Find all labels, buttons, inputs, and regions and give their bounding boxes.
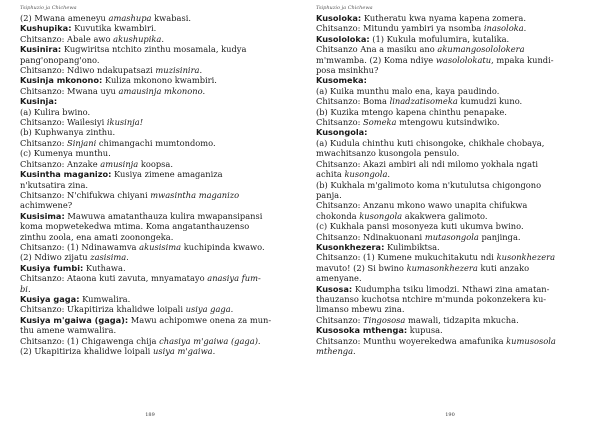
text-line [316, 117, 586, 127]
text-line [316, 263, 586, 273]
headword: Kusintha maganizo: [20, 169, 112, 180]
definition-text: kumudzi kuno. [457, 96, 523, 107]
definition-text: Chitsanzo: [20, 137, 68, 148]
text-line [316, 75, 586, 85]
headword: Kusinira: [20, 44, 62, 55]
example-word: akusisima [139, 241, 182, 252]
text-line [20, 180, 288, 190]
headword: Kushupika: [20, 23, 72, 34]
example-word: chasiya m'gaiwa (gaga). [159, 335, 261, 346]
definition-text: thu amene wamwalira. [20, 325, 117, 336]
dictionary-text [20, 13, 288, 356]
text-line [316, 44, 586, 54]
definition-text: Chitsanzo: Anzake [20, 158, 101, 169]
headword: Kusongola: [316, 127, 368, 138]
text-line [20, 96, 288, 106]
definition-text: Chitsanzo: [316, 117, 364, 128]
text-line [316, 273, 586, 283]
text-line [316, 107, 586, 117]
definition-text: Mawu achipomwe onena za mun- [128, 314, 272, 325]
text-line [20, 138, 288, 148]
example-word: mutasongola [424, 231, 479, 242]
text-line [316, 96, 586, 106]
definition-text: limanso mbewu zina. [316, 304, 405, 315]
definition-text: (b) Kukhala m'galimoto koma n'kutulutsa chigongono [316, 179, 542, 190]
definition-text: thauzanso kuchotsa ntchire m'munda pokonzekera ku- [316, 293, 547, 304]
definition-text: achita [316, 169, 345, 180]
headword: Kusoloka: [316, 13, 362, 23]
definition-text: (c) Kumenya munthu. [20, 148, 111, 159]
example-word: bi. [20, 283, 31, 294]
example-word: akushupika. [113, 33, 165, 44]
text-line [316, 221, 586, 231]
example-word: kusongola [359, 210, 403, 221]
headword: Kusiya m'gaiwa (gaga): [20, 314, 129, 325]
text-line [316, 325, 586, 335]
text-line [20, 221, 288, 231]
definition-text: m'mwamba. (2) Koma ndiye [316, 54, 436, 65]
example-word: amashupa [108, 13, 152, 23]
headword: Kusinja mkonono: [20, 75, 103, 86]
text-line [316, 86, 586, 96]
definition-text: Chitsanzo: Ndiwo ndakupatsazi [20, 65, 156, 76]
definition-text: Chitsanzo: Wailesiyi [20, 117, 107, 128]
example-word: ikusinja! [106, 117, 144, 128]
text-line [20, 346, 288, 356]
running-head: Tsiphuzio ja Chichewa [316, 5, 373, 11]
definition-text: (2) Mwana ameneyu [20, 13, 109, 23]
definition-text: kwabasi. [151, 13, 192, 23]
definition-text: Kutheratu kwa nyama kapena zomera. [361, 13, 526, 23]
definition-text: Kugwiritsa ntchito zinthu mosamala, kudya [61, 44, 247, 55]
text-line [316, 211, 586, 221]
definition-text: Chitsanzo: Ndinakuonani [316, 231, 425, 242]
text-line [20, 169, 288, 179]
text-line [316, 159, 586, 169]
definition-text: mtengowu kutsindwiko. [396, 117, 500, 128]
definition-text: (2) Ndiwo zijatu [20, 252, 91, 263]
definition-text: (1) Kukula mofulumira, kutalika. [369, 33, 510, 44]
text-line [20, 263, 288, 273]
text-line [20, 44, 288, 54]
headword: Kusosoka mthenga: [316, 325, 408, 336]
definition-text: mpaka kundi- [493, 54, 554, 65]
definition-text: zinthu zoola, ena amati zoonongeka. [20, 231, 174, 242]
page-number: 189 [145, 412, 155, 418]
definition-text: Kumwalira. [79, 293, 131, 304]
text-line [316, 284, 586, 294]
definition-text: Chitsanzo: Anzanu mkono wawo unapita chifukwa [316, 200, 528, 211]
page-number: 190 [445, 412, 455, 418]
example-word: kumasonkhezera [406, 262, 478, 273]
text-line [20, 55, 288, 65]
text-line [316, 294, 586, 304]
headword: Kusomeka: [316, 75, 367, 86]
text-line [316, 127, 586, 137]
headword: Kusiya gaga: [20, 293, 80, 304]
text-line [20, 127, 288, 137]
definition-text: Kuvutika kwambiri. [71, 23, 157, 34]
example-word: kumusosola [506, 335, 556, 346]
text-line [20, 86, 288, 96]
definition-text: panjinga. [478, 231, 521, 242]
definition-text: Chitsanzo: (1) Kumene mukuchitakutu ndi [316, 252, 497, 263]
definition-text: pang'onopang'ono. [20, 54, 100, 65]
definition-text: (a) Kulira bwino. [20, 106, 91, 117]
definition-text: achimwene? [20, 200, 73, 211]
headword: Kusisima: [20, 210, 65, 221]
example-word: muzisinira. [155, 65, 203, 76]
definition-text: kupusa. [407, 325, 443, 336]
definition-text: Kudumpha tsiku limodzi. Nthawi zina amatan- [352, 283, 550, 294]
definition-text: kuti anzako [477, 262, 530, 273]
example-word: Sinjani [67, 137, 97, 148]
text-line [20, 23, 288, 33]
text-line [316, 13, 586, 23]
headword: Kusinja: [20, 96, 58, 107]
definition-text: Chitsanzo: N'chifukwa chiyani [20, 189, 151, 200]
definition-text: mavuto! (2) Si bwino [316, 262, 407, 273]
headword: Kusololoka: [316, 33, 370, 44]
definition-text: (a) Kuika munthu malo ena, kaya paudindo. [316, 85, 500, 96]
example-word: linadzatisomeka [389, 96, 458, 107]
example-word: kusongola. [344, 169, 391, 180]
text-line [20, 304, 288, 314]
text-line [20, 148, 288, 158]
text-line [20, 159, 288, 169]
definition-text: panja. [316, 189, 342, 200]
definition-text: chokonda [316, 210, 360, 221]
text-line [20, 232, 288, 242]
definition-text: mwachitsanzo kusongola pensulo. [316, 148, 460, 159]
text-line [20, 211, 288, 221]
text-line [316, 65, 586, 75]
text-line [316, 336, 586, 346]
definition-text: (2) Ukapitiriza khalidwe loipali [20, 346, 153, 356]
definition-text: mawali, tidzapita mkucha. [405, 314, 519, 325]
example-word: Tingososa [363, 314, 406, 325]
example-word: mwasintha maganizo [150, 189, 240, 200]
definition-text: amenyane. [316, 273, 362, 284]
example-word: amusinja [100, 158, 139, 169]
definition-text: Chitsanzo: (1) Ndinawamva [20, 241, 140, 252]
definition-text: Chitsanzo: [316, 314, 364, 325]
text-line [316, 200, 586, 210]
example-word: usiya m'gaiwa. [152, 346, 216, 356]
definition-text: Chitsanzo: Boma [316, 96, 390, 107]
definition-text: chimangachi mumtondomo. [96, 137, 216, 148]
text-line [20, 34, 288, 44]
text-line [316, 169, 586, 179]
text-line [20, 336, 288, 346]
definition-text: Chitsanzo: Mitundu yambiri ya nsomba [316, 23, 484, 34]
definition-text: Chitsanzo: Akazi ambiri ali ndi milomo yokhala ngati [316, 158, 539, 169]
definition-text: Mawuwa amatanthauza kulira mwapansipansi [64, 210, 263, 221]
definition-text: (b) Kuphwanya zinthu. [20, 127, 116, 138]
text-line [20, 190, 288, 200]
text-line [20, 242, 288, 252]
right-page [300, 0, 600, 424]
text-line [316, 138, 586, 148]
definition-text: (a) Kudula chinthu kuti chisongoke, chikhale chobaya, [316, 137, 545, 148]
definition-text: posa msinkhu? [316, 65, 379, 76]
text-line [316, 252, 586, 262]
example-word: kusonkhezera [496, 252, 556, 263]
text-line [316, 232, 586, 242]
headword: Kusiya fumbi: [20, 262, 84, 273]
text-line [20, 252, 288, 262]
example-word: Someka [363, 117, 397, 128]
text-line [316, 23, 586, 33]
definition-text: Chitsanzo: Mwana uyu [20, 85, 119, 96]
text-line [316, 304, 586, 314]
text-line [20, 315, 288, 325]
example-word: inasoloka. [483, 23, 527, 34]
definition-text: koma mopwetekedwa mtima. Koma angatanthauzenso [20, 221, 250, 232]
definition-text: akakwera galimoto. [402, 210, 488, 221]
text-line [20, 200, 288, 210]
text-line [316, 34, 586, 44]
definition-text: Chitsanzo: Ukapitiriza khalidwe loipali [20, 304, 186, 315]
example-word: anasiya fum- [207, 273, 261, 284]
headword: Kusonkhezera: [316, 241, 385, 252]
definition-text: Kusiya zimene amaganiza [111, 169, 223, 180]
definition-text: Chitsanzo: (1) Chigawenga chija [20, 335, 160, 346]
dictionary-text [316, 13, 586, 356]
text-line [20, 13, 288, 23]
text-line [316, 180, 586, 190]
definition-text: Chitsanzo: Munthu woyerekedwa amafunika [316, 335, 507, 346]
text-line [20, 284, 288, 294]
running-head: Tsiphuzio ja Chichewa [20, 5, 77, 11]
definition-text: Chitsanzo Ana a masiku ano [316, 44, 438, 55]
definition-text: Chitsanzo: Ataona kuti zavuta, mnyamatayo [20, 273, 208, 284]
definition-text: Kuthawa. [83, 262, 126, 273]
text-line [316, 190, 586, 200]
text-line [316, 148, 586, 158]
text-line [20, 107, 288, 117]
example-word: amausinja mkonono. [118, 85, 206, 96]
example-word: mthenga. [316, 346, 356, 356]
example-word: akumangosololokera [437, 44, 525, 55]
example-word: wasololokatu, [435, 54, 494, 65]
definition-text: Chitsanzo: Abale awo [20, 33, 114, 44]
text-line [316, 315, 586, 325]
headword: Kusosa: [316, 283, 353, 294]
text-line [316, 55, 586, 65]
text-line [20, 273, 288, 283]
definition-text: koopsa. [138, 158, 174, 169]
definition-text: (b) Kuzika mtengo kapena chinthu penapake. [316, 106, 507, 117]
text-line [20, 65, 288, 75]
text-line [20, 75, 288, 85]
example-word: usiya gaga. [185, 304, 234, 315]
definition-text: n'kutsatira zina. [20, 179, 89, 190]
definition-text: Kulimbiktsa. [384, 241, 440, 252]
example-word: zasisima. [90, 252, 129, 263]
text-line [20, 294, 288, 304]
text-line [20, 325, 288, 335]
text-line [316, 242, 586, 252]
definition-text: Kuliza mkonono kwambiri. [102, 75, 217, 86]
text-line [20, 117, 288, 127]
definition-text: (c) Kukhala pansi mosonyeza kuti ukumva bwino. [316, 221, 524, 232]
definition-text: kuchipinda kwawo. [181, 241, 265, 252]
text-line [316, 346, 586, 356]
